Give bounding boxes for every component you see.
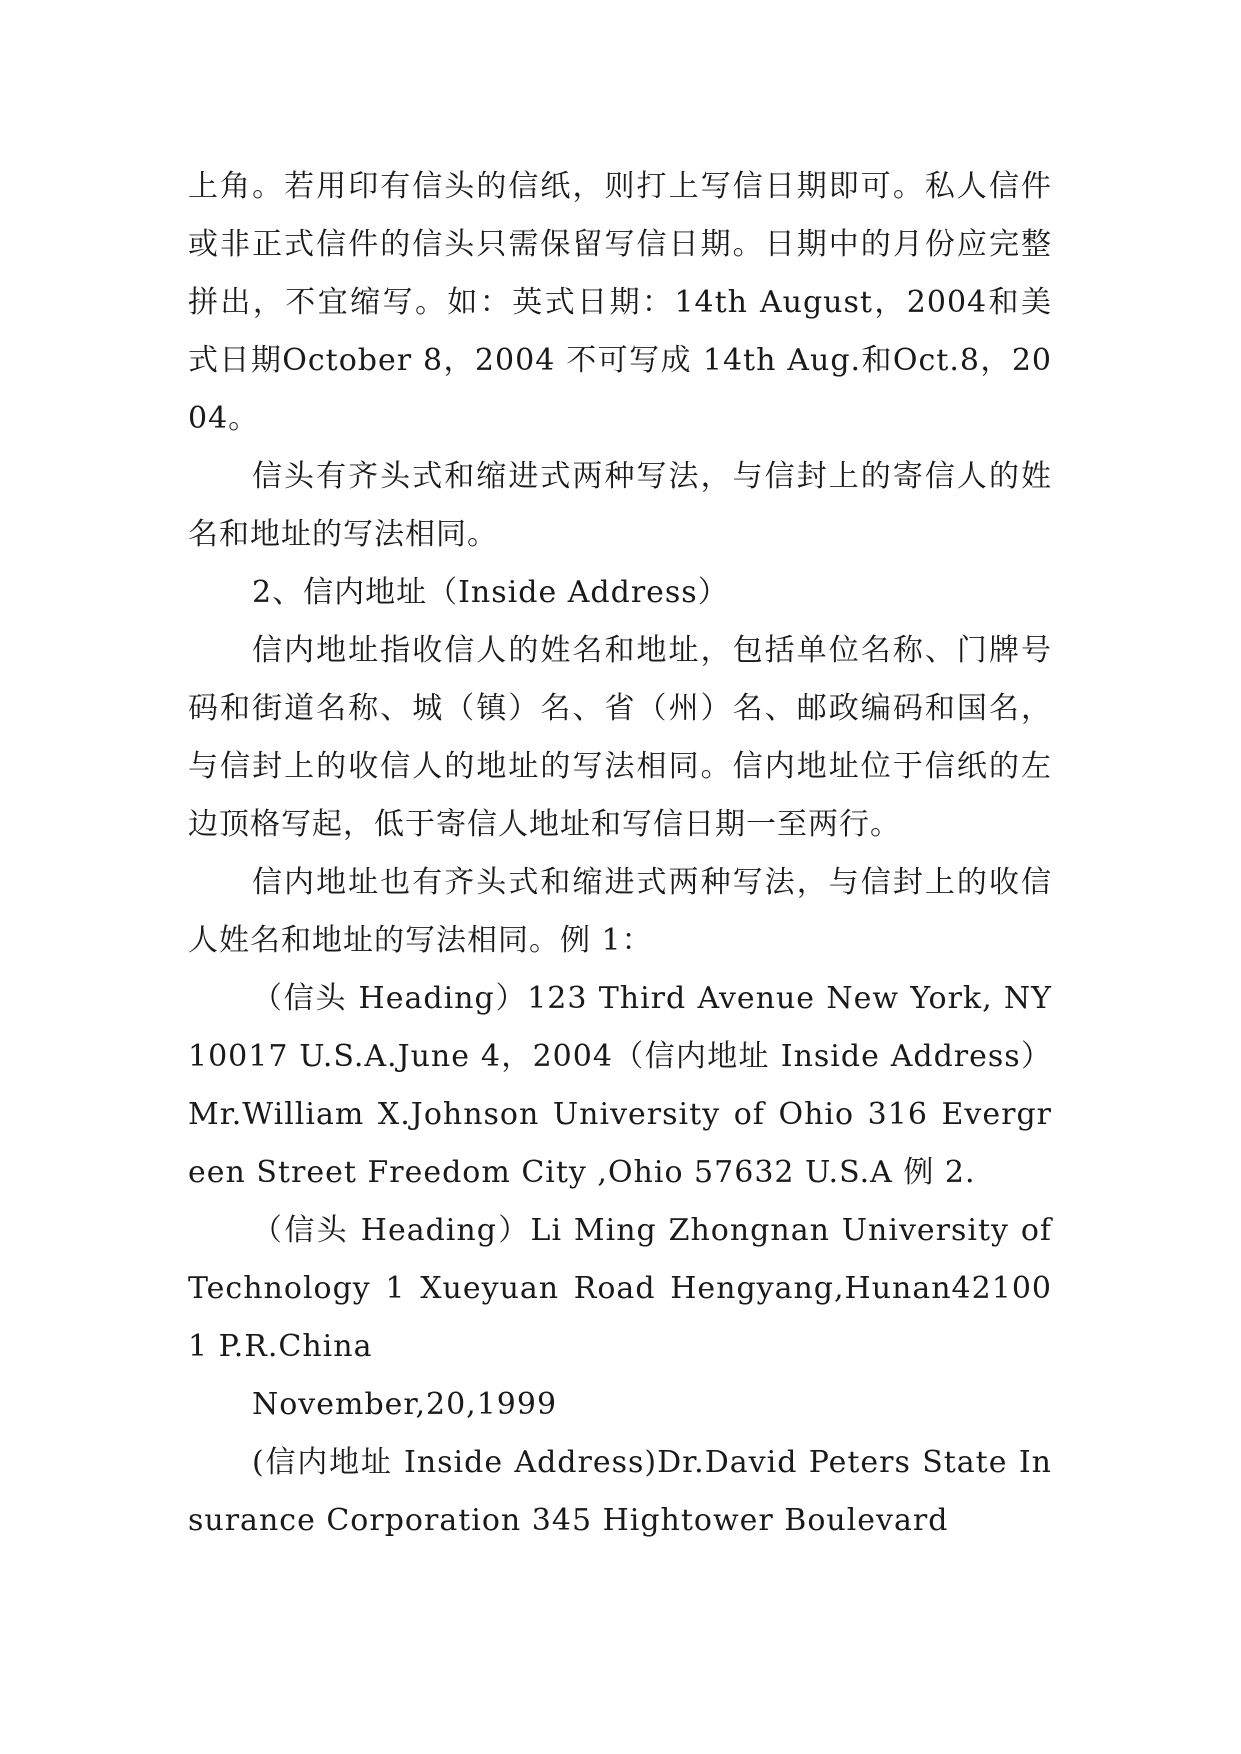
section-heading-inside-address: 2、信内地址（Inside Address） [252,575,729,610]
paragraph-example-2-heading: （信头 Heading）Li Ming Zhongnan University of Technology 1 Xueyuan Road Hengyang,Hunan421001 P.R.China [188,1213,1052,1364]
paragraph-date-format: 上角。若用印有信头的信纸，则打上写信日期即可。私人信件或非正式信件的信头只需保留写信日期。日期中的月份应完整拼出，不宜缩写。如：英式日期：14th August，2004和美式日期October 8，2004 不可写成 14th Aug.和Oct.8，2004。 [188,169,1052,436]
paragraph-example-1: （信头 Heading）123 Third Avenue New York, NY 10017 U.S.A.June 4，2004（信内地址 Inside Address）Mr.William X.Johnson University of Ohio 316 Evergreen Street Freedom City ,Ohio 57632 U.S.A 例 2. [188,981,1052,1190]
paragraph-inside-address-definition: 信内地址指收信人的姓名和地址，包括单位名称、门牌号码和街道名称、城（镇）名、省（州）名、邮政编码和国名，与信封上的收信人的地址的写法相同。信内地址位于信纸的左边顶格写起，低于寄信人地址和写信日期一至两行。 [188,633,1052,842]
paragraph-heading-styles: 信头有齐头式和缩进式两种写法，与信封上的寄信人的姓名和地址的写法相同。 [188,459,1052,552]
paragraph-example-2-inside-address: (信内地址 Inside Address)Dr.David Peters State Insurance Corporation 345 Hightower Boulevard [188,1445,1052,1538]
paragraph-inside-address-styles: 信内地址也有齐头式和缩进式两种写法，与信封上的收信人姓名和地址的写法相同。例 1： [188,865,1052,958]
paragraph-example-2-date: November,20,1999 [252,1387,558,1422]
document-body [188,158,1052,1550]
